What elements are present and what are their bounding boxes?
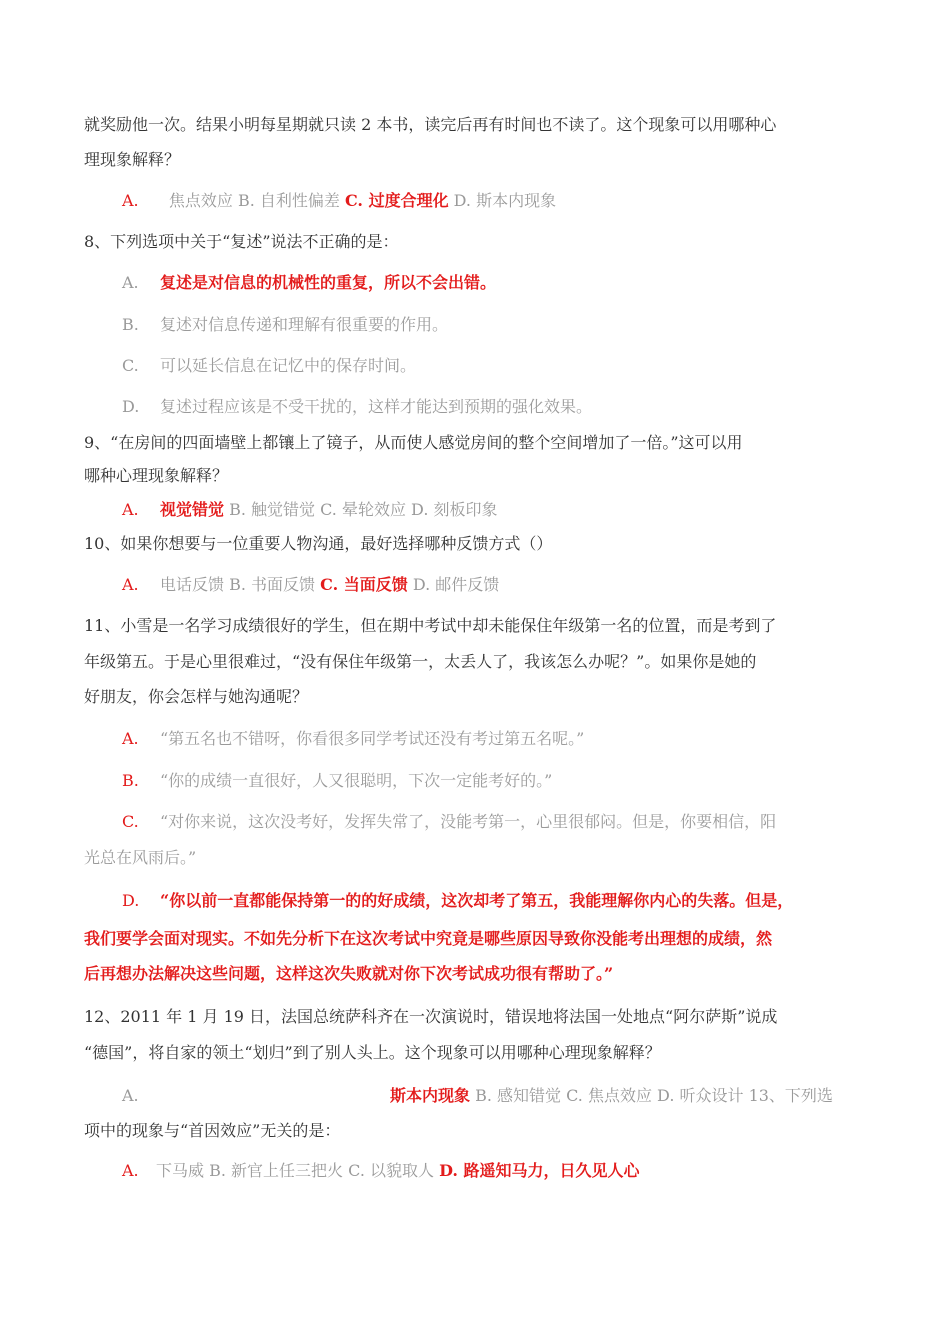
question-text: 9、“在房间的四面墙壁上都镶上了镜子，从而使人感觉房间的整个空间增加了一倍。”这可以用 — [84, 433, 743, 452]
option-label: C. — [122, 356, 139, 375]
correct-option: 我们要学会面对现实。不如先分析下在这次考试中究竟是哪些原因导致你没能考出理想的成绩，然 — [84, 929, 773, 948]
option-label: C. — [122, 812, 139, 831]
option-text: “你的成绩一直很好，人又很聪明，下次一定能考好的。” — [160, 771, 553, 790]
option-row — [156, 1160, 640, 1182]
correct-option: 后再想办法解决这些问题，这样这次失败就对你下次考试成功很有帮助了。” — [84, 964, 614, 983]
correct-option: 视觉错觉 — [160, 500, 225, 519]
option-label: A. — [122, 1161, 139, 1180]
option-text: “第五名也不错呀，你看很多同学考试还没有考过第五名呢。” — [160, 729, 585, 748]
option-row — [122, 499, 139, 521]
question-text: 年级第五。于是心里很难过，“没有保住年级第一，太丢人了，我该怎么办呢？”。如果你是她的 — [84, 652, 757, 671]
option-row — [122, 1160, 139, 1182]
option-row — [160, 499, 498, 521]
option-row — [160, 574, 499, 596]
question-text: “德国”，将自家的领土“划归”到了别人头上。这个现象可以用哪种心理现象解释？ — [84, 1043, 661, 1062]
option-text: D. 斯本内现象 — [453, 191, 557, 210]
option-text: 焦点效应 — [168, 191, 233, 210]
option-row — [122, 190, 556, 212]
option-label: A. — [122, 1086, 139, 1105]
option-label: D. — [122, 397, 140, 416]
option-text: 可以延长信息在记忆中的保存时间。 — [160, 356, 417, 375]
option-text: 复述过程应该是不受干扰的，这样才能达到预期的强化效果。 — [160, 397, 593, 416]
question-text: 好朋友，你会怎样与她沟通呢？ — [84, 687, 309, 706]
option-label: A. — [122, 729, 139, 748]
option-label: A. — [122, 500, 139, 519]
correct-option: D. 路遥知马力，日久见人心 — [439, 1161, 640, 1180]
option-row — [122, 574, 139, 596]
option-text: 电话反馈 — [160, 575, 225, 594]
option-text: 下马威 — [156, 1161, 205, 1180]
option-text: B. 新官上任三把火 — [209, 1161, 344, 1180]
option-label: A. — [122, 273, 139, 292]
option-text: B. 感知错觉 C. 焦点效应 D. 听众设计 13、下列选 — [475, 1086, 833, 1105]
option-row — [122, 272, 139, 294]
correct-option: C. 过度合理化 — [344, 191, 449, 210]
correct-option — [160, 272, 496, 294]
question-text: 11、小雪是一名学习成绩很好的学生，但在期中考试中却未能保住年级第一名的位置，而是考到了 — [84, 616, 777, 635]
option-text: 复述对信息传递和理解有很重要的作用。 — [160, 315, 449, 334]
option-text: B. 触觉错觉 C. 晕轮效应 D. 刻板印象 — [229, 500, 498, 519]
option-label: A. — [122, 191, 139, 210]
option-label: A. — [122, 575, 139, 594]
correct-option: “你以前一直都能保持第一的的好成绩，这次却考了第五，我能理解你内心的失落。但是， — [160, 891, 794, 910]
option-label: D. — [122, 891, 140, 910]
option-text: C. 以貌取人 — [348, 1161, 434, 1180]
option-label: B. — [122, 771, 139, 790]
correct-option: C. 当面反馈 — [320, 575, 408, 594]
option-label: B. — [122, 315, 139, 334]
option-text: 复述是对信息的机械性的重复，所以不会出错。 — [160, 273, 497, 292]
option-text: “对你来说，这次没考好，发挥失常了，没能考第一，心里很郁闷。但是，你要相信，阳 — [160, 812, 777, 831]
option-row — [390, 1085, 833, 1107]
correct-option: 斯本内现象 — [390, 1086, 471, 1105]
option-text: B. 书面反馈 — [229, 575, 316, 594]
option-text: B. 自利性偏差 — [237, 191, 340, 210]
option-text: 光总在风雨后。” — [84, 848, 197, 867]
question-text: 12、2011 年 1 月 19 日，法国总统萨科齐在一次演说时，错误地将法国一处地点“阿尔萨斯”说成 — [84, 1007, 778, 1026]
question-stem: 项中的现象与“首因效应”无关的是： — [84, 1121, 341, 1140]
question-text: 就奖励他一次。结果小明每星期就只读 2 本书，读完后再有时间也不读了。这个现象可以用哪种心 — [84, 115, 777, 134]
question-stem: 8、下列选项中关于“复述”说法不正确的是： — [84, 232, 399, 251]
question-text: 理现象解释？ — [84, 150, 181, 169]
option-text: D. 邮件反馈 — [412, 575, 500, 594]
question-stem: 10、如果你想要与一位重要人物沟通，最好选择哪种反馈方式（） — [84, 534, 553, 553]
question-text: 哪种心理现象解释？ — [84, 466, 229, 485]
